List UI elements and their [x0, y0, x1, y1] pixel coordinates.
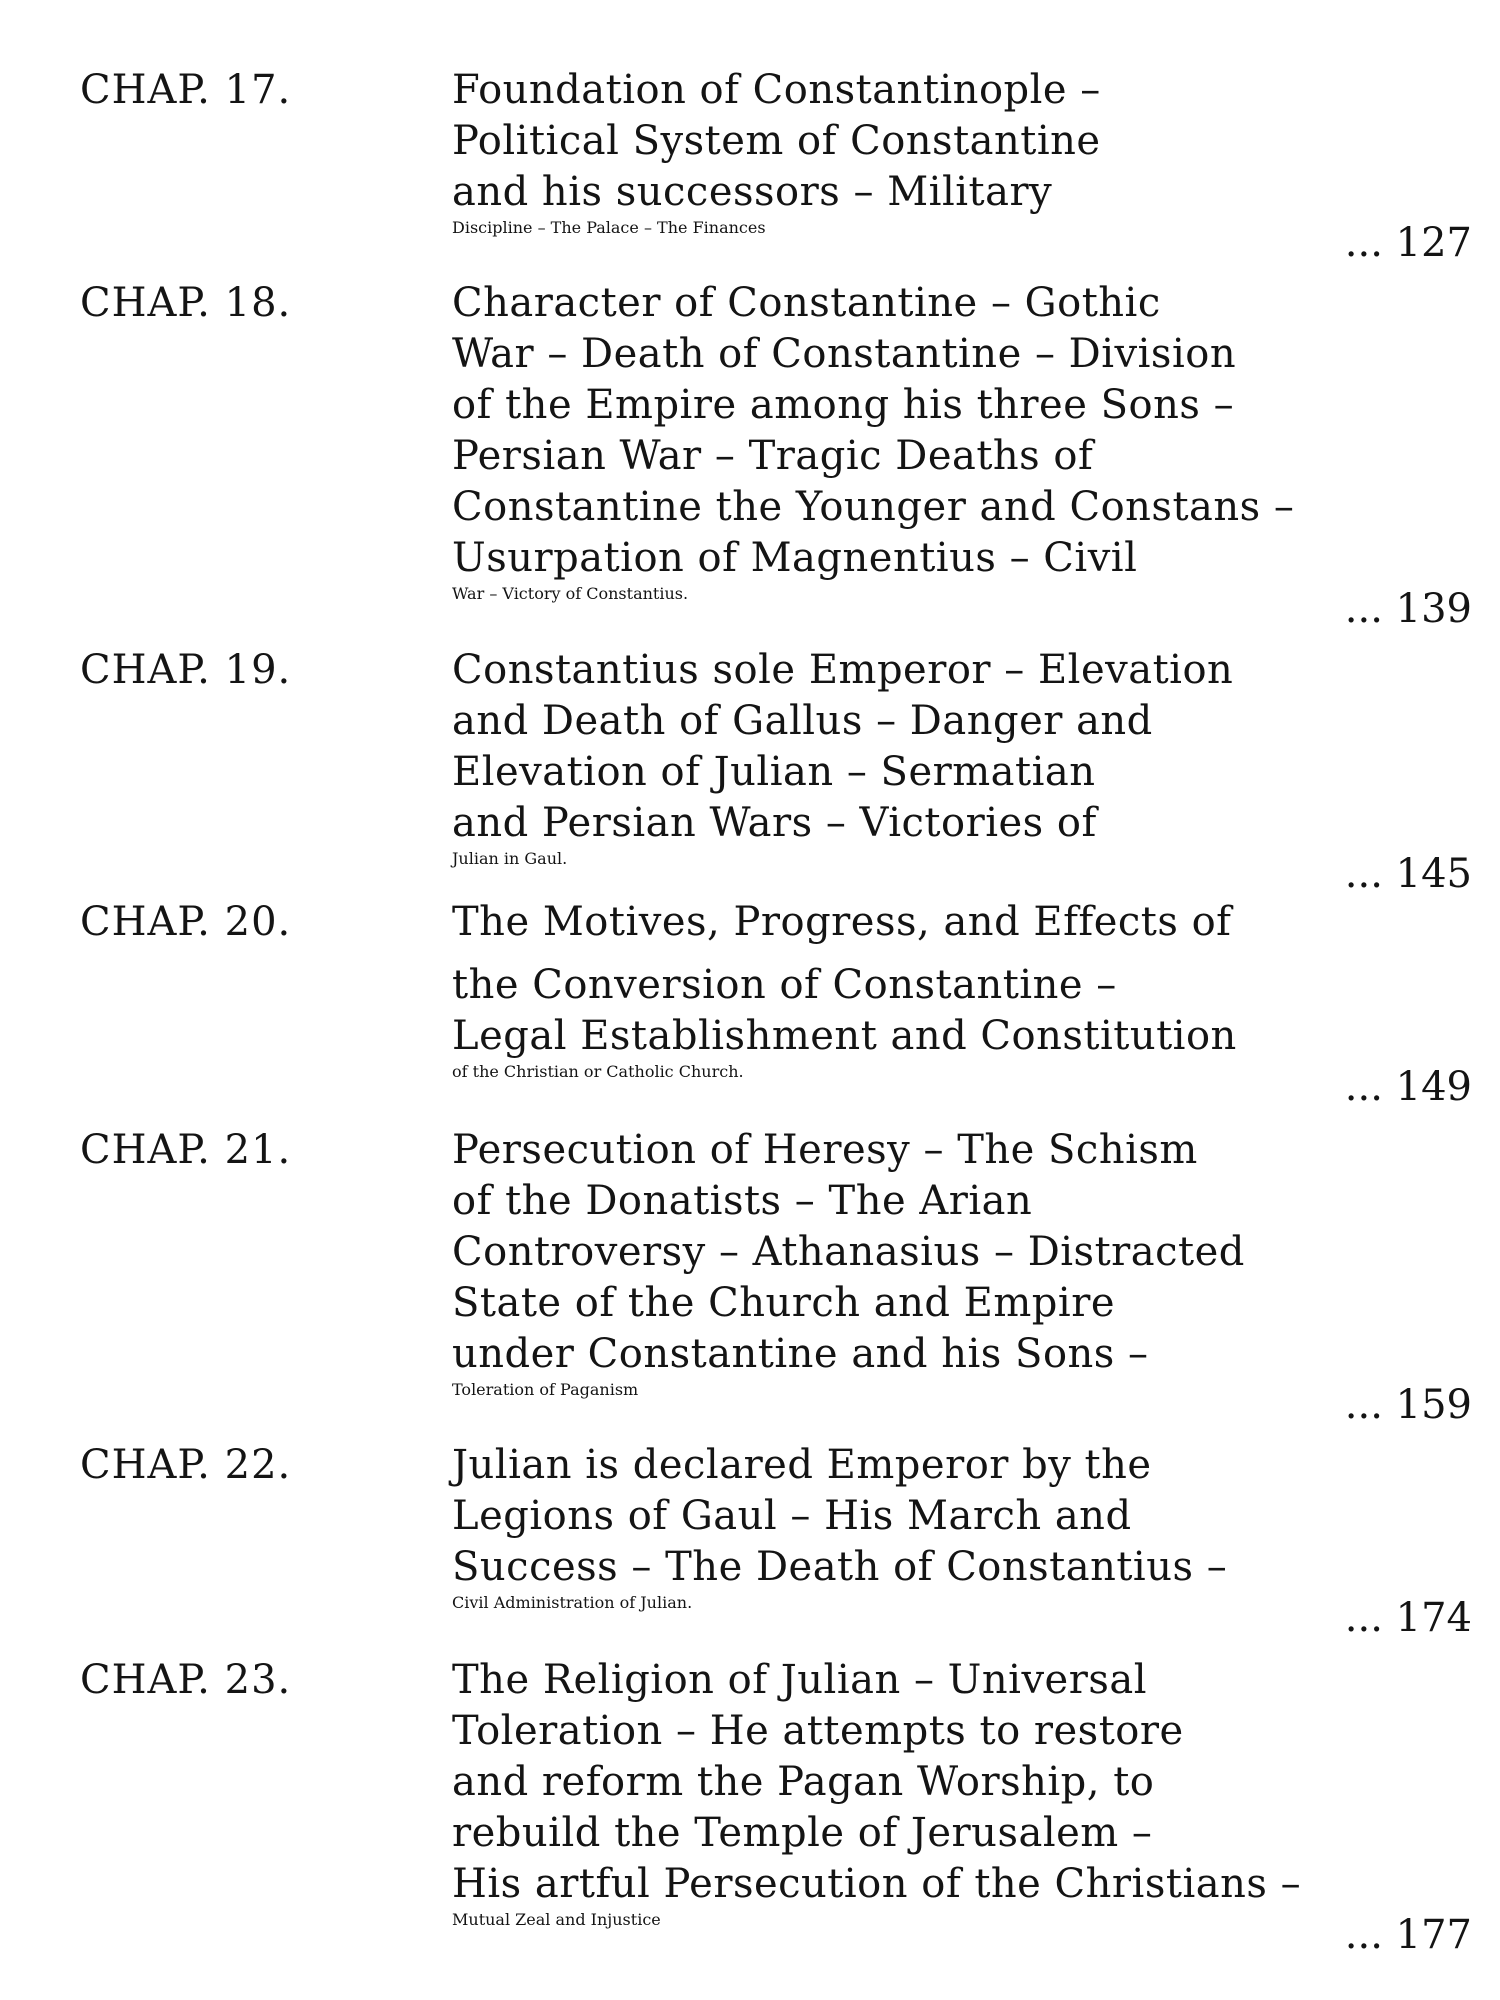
summary-last-line: [452, 849, 1472, 900]
summary-line: Character of Constantine – Gothic: [452, 280, 1161, 326]
summary-line: Discipline – The Palace – The Finances: [452, 218, 766, 237]
summary-line: Julian in Gaul.: [452, 849, 568, 868]
summary-line: Success – The Death of Constantius –: [452, 1544, 1228, 1590]
summary-line: Constantius sole Emperor – Elevation: [452, 647, 1234, 693]
page-number: ... 159: [1344, 1382, 1472, 1428]
page-number: ... 149: [1344, 1064, 1472, 1110]
chapter-label: CHAP. 20.: [80, 899, 292, 945]
chapter-summary: [452, 1440, 1472, 1644]
chapter-summary: [452, 65, 1472, 269]
chapter-label: CHAP. 18.: [80, 280, 292, 326]
summary-line: Toleration of Paganism: [452, 1380, 639, 1399]
summary-line: The Motives, Progress, and Effects of: [452, 899, 1232, 945]
summary-line: Political System of Constantine: [452, 118, 1101, 164]
summary-line: Julian is declared Emperor by the: [452, 1442, 1152, 1488]
summary-line: His artful Persecution of the Christians –: [452, 1861, 1302, 1907]
summary-line: rebuild the Temple of Jerusalem –: [452, 1810, 1153, 1856]
summary-line: Controversy – Athanasius – Distracted: [452, 1229, 1245, 1275]
summary-line: under Constantine and his Sons –: [452, 1331, 1149, 1377]
summary-last-line: [452, 1910, 1472, 1961]
chapter-summary: [452, 278, 1472, 635]
summary-last-line: [452, 1593, 1472, 1644]
chapter-label: CHAP. 21.: [80, 1127, 292, 1173]
chapter-summary: [452, 1125, 1472, 1431]
summary-line: Constantine the Younger and Constans –: [452, 484, 1295, 530]
summary-line: Legal Establishment and Constitution: [452, 1013, 1237, 1059]
summary-line: of the Donatists – The Arian: [452, 1178, 1033, 1224]
summary-line: the Conversion of Constantine –: [452, 962, 1117, 1008]
chapter-label: CHAP. 22.: [80, 1442, 292, 1488]
page-number: ... 174: [1344, 1595, 1472, 1641]
summary-line: of the Christian or Catholic Church.: [452, 1062, 744, 1081]
summary-line: The Religion of Julian – Universal: [452, 1657, 1148, 1703]
summary-line: Usurpation of Magnentius – Civil: [452, 535, 1138, 581]
summary-last-line: [452, 1380, 1472, 1431]
chapter-label: CHAP. 19.: [80, 647, 292, 693]
summary-line: State of the Church and Empire: [452, 1280, 1115, 1326]
summary-line: Elevation of Julian – Sermatian: [452, 749, 1096, 795]
page-number: ... 177: [1344, 1912, 1472, 1958]
chapter-summary: [452, 897, 1472, 1113]
summary-line: Legions of Gaul – His March and: [452, 1493, 1132, 1539]
summary-line: Persecution of Heresy – The Schism: [452, 1127, 1198, 1173]
summary-last-line: [452, 584, 1472, 635]
summary-line: and his successors – Military: [452, 169, 1053, 215]
chapter-label: CHAP. 17.: [80, 67, 292, 113]
summary-line: Toleration – He attempts to restore: [452, 1708, 1184, 1754]
summary-line: War – Victory of Constantius.: [452, 584, 689, 603]
summary-line: of the Empire among his three Sons –: [452, 382, 1235, 428]
summary-line: Civil Administration of Julian.: [452, 1593, 693, 1612]
summary-line: Persian War – Tragic Deaths of: [452, 433, 1094, 479]
summary-last-line: [452, 218, 1472, 269]
chapter-label: CHAP. 23.: [80, 1657, 292, 1703]
summary-line: Mutual Zeal and Injustice: [452, 1910, 661, 1929]
chapter-summary: [452, 1655, 1472, 1961]
page-number: ... 127: [1344, 220, 1472, 266]
summary-line: Foundation of Constantinople –: [452, 67, 1101, 113]
summary-line: and reform the Pagan Worship, to: [452, 1759, 1155, 1805]
summary-line: War – Death of Constantine – Division: [452, 331, 1237, 377]
summary-line: and Death of Gallus – Danger and: [452, 698, 1153, 744]
summary-line: and Persian Wars – Victories of: [452, 800, 1097, 846]
page-number: ... 145: [1344, 851, 1472, 897]
page-number: ... 139: [1344, 586, 1472, 632]
summary-last-line: [452, 1062, 1472, 1113]
chapter-summary: [452, 645, 1472, 900]
